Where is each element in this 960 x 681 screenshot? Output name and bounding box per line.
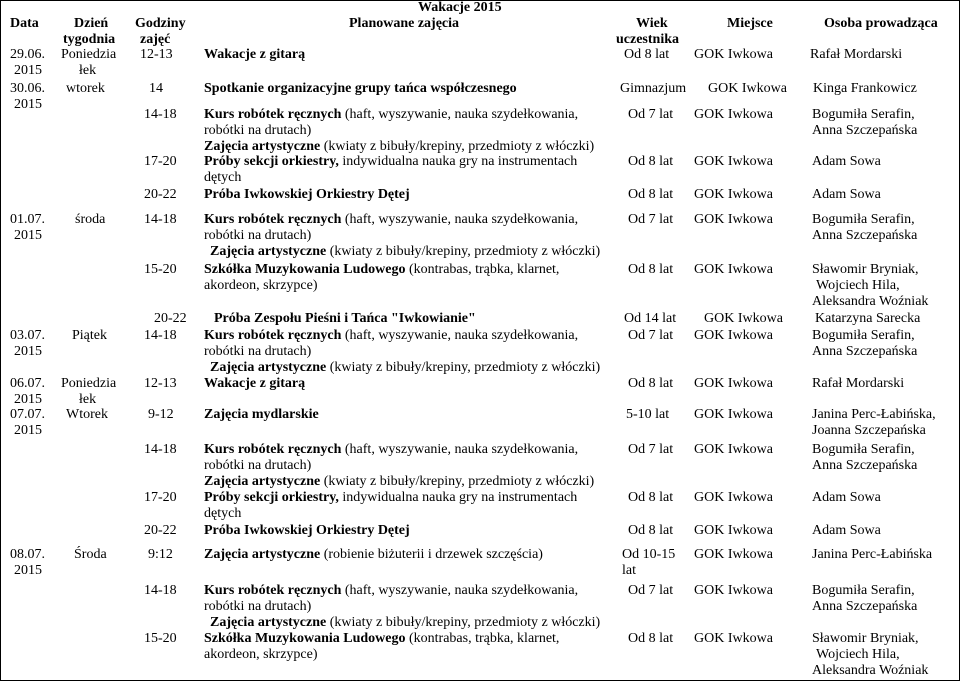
age-cell: Od 8 lat bbox=[628, 523, 674, 538]
day-cell: środa bbox=[75, 212, 106, 227]
activity-detail: akordeon, skrzypce) bbox=[204, 647, 318, 662]
hours-cell: 17-20 bbox=[144, 154, 177, 169]
activity-cell: Wakacje z gitarą bbox=[204, 47, 306, 62]
activity-bold: Próby sekcji orkiestry, bbox=[204, 490, 339, 505]
person-cell: Sławomir Bryniak, bbox=[812, 631, 919, 646]
person-cell: Anna Szczepańska bbox=[812, 228, 918, 243]
place-cell: GOK Iwkowa bbox=[694, 376, 773, 391]
activity-detail: robótki na drutach) bbox=[204, 228, 312, 243]
activity-detail: (robienie biżuterii i drzewek szczęścia) bbox=[320, 547, 543, 562]
place-cell: GOK Iwkowa bbox=[694, 107, 773, 122]
activity-detail: (kontrabas, trąbka, klarnet, bbox=[405, 262, 560, 277]
grid-line-left bbox=[0, 0, 1, 681]
place-cell: GOK Iwkowa bbox=[708, 81, 787, 96]
place-cell: GOK Iwkowa bbox=[694, 212, 773, 227]
date-cell: 2015 bbox=[14, 423, 42, 438]
hours-cell: 15-20 bbox=[144, 631, 177, 646]
age-cell: Od 7 lat bbox=[628, 212, 674, 227]
age-cell: lat bbox=[622, 563, 636, 578]
activity-cell bbox=[204, 211, 578, 228]
age-cell: Od 8 lat bbox=[628, 631, 674, 646]
place-cell: GOK Iwkowa bbox=[694, 187, 773, 202]
age-cell: Gimnazjum bbox=[620, 81, 687, 96]
date-cell: 2015 bbox=[14, 563, 42, 578]
activity-detail: robótki na drutach) bbox=[204, 123, 312, 138]
date-cell: 08.07. bbox=[10, 547, 45, 562]
activity-cell: Spotkanie organizacyjne grupy tańca współczesnego bbox=[204, 81, 517, 96]
activity-detail: (kontrabas, trąbka, klarnet, bbox=[405, 631, 560, 646]
date-cell: 2015 bbox=[14, 63, 42, 78]
age-cell: 5-10 lat bbox=[626, 407, 670, 422]
person-cell: Janina Perc-Łabińska bbox=[812, 547, 933, 562]
activity-detail: (kwiaty z bibuły/krepiny, przedmioty z włóczki) bbox=[326, 244, 601, 259]
activity-cell bbox=[204, 582, 578, 599]
day-cell: łek bbox=[79, 392, 97, 407]
activity-cell: Wakacje z gitarą bbox=[204, 376, 306, 391]
age-cell: Od 8 lat bbox=[628, 262, 674, 277]
person-cell: Anna Szczepańska bbox=[812, 599, 918, 614]
header-wiek: Wiek bbox=[636, 16, 668, 31]
activity-bold: Zajęcia artystyczne bbox=[204, 474, 321, 489]
age-cell: Od 7 lat bbox=[628, 442, 674, 457]
hours-cell: 20-22 bbox=[144, 523, 177, 538]
person-cell: Aleksandra Woźniak bbox=[812, 663, 929, 678]
day-cell: wtorek bbox=[66, 81, 105, 96]
hours-cell: 20-22 bbox=[154, 311, 187, 326]
age-cell: Od 8 lat bbox=[624, 47, 670, 62]
person-cell: Adam Sowa bbox=[812, 523, 881, 538]
person-cell: Wojciech Hila, bbox=[816, 278, 900, 293]
activity-detail: dętych bbox=[204, 170, 242, 185]
person-cell: Rafał Mordarski bbox=[812, 376, 905, 391]
person-cell: Anna Szczepańska bbox=[812, 344, 918, 359]
date-cell: 29.06. bbox=[10, 47, 45, 62]
person-cell: Adam Sowa bbox=[812, 490, 881, 505]
age-cell: Od 10-15 bbox=[622, 547, 676, 562]
activity-detail: dętych bbox=[204, 506, 242, 521]
day-cell: Piątek bbox=[72, 328, 107, 343]
activity-cell bbox=[210, 614, 600, 631]
header-wiek-2: uczestnika bbox=[616, 32, 679, 47]
age-cell: Od 7 lat bbox=[628, 107, 674, 122]
activity-bold: Kurs robótek ręcznych bbox=[204, 328, 342, 343]
place-cell: GOK Iwkowa bbox=[694, 631, 773, 646]
activity-detail: (haft, wyszywanie, nauka szydełkowania, bbox=[341, 107, 579, 122]
age-cell: Od 8 lat bbox=[628, 187, 674, 202]
hours-cell: 14-18 bbox=[144, 212, 177, 227]
age-cell: Od 7 lat bbox=[628, 328, 674, 343]
person-cell: Joanna Szczepańska bbox=[812, 423, 926, 438]
hours-cell: 14-18 bbox=[144, 328, 177, 343]
activity-bold: Szkółka Muzykowania Ludowego bbox=[204, 631, 406, 646]
place-cell: GOK Iwkowa bbox=[694, 490, 773, 505]
activity-bold: Zajęcia artystyczne bbox=[210, 360, 327, 375]
person-cell: Rafał Mordarski bbox=[810, 47, 903, 62]
activity-cell bbox=[204, 327, 578, 344]
activity-cell bbox=[210, 359, 600, 376]
person-cell: Wojciech Hila, bbox=[816, 647, 900, 662]
header-dzien-2: tygodnia bbox=[63, 32, 116, 47]
age-cell: Od 8 lat bbox=[628, 376, 674, 391]
activity-bold: Próby sekcji orkiestry, bbox=[204, 154, 339, 169]
activity-detail: indywidualna nauka gry na instrumentach bbox=[338, 490, 578, 505]
activity-bold: Kurs robótek ręcznych bbox=[204, 107, 342, 122]
person-cell: Sławomir Bryniak, bbox=[812, 262, 919, 277]
activity-cell: Próba Iwkowskiej Orkiestry Dętej bbox=[204, 523, 410, 538]
age-cell: Od 14 lat bbox=[624, 311, 677, 326]
activity-detail: (kwiaty z bibuły/krepiny, przedmioty z włóczki) bbox=[320, 139, 595, 154]
place-cell: GOK Iwkowa bbox=[694, 328, 773, 343]
place-cell: GOK Iwkowa bbox=[694, 262, 773, 277]
activity-cell bbox=[210, 243, 600, 260]
activity-cell bbox=[204, 441, 578, 458]
activity-bold: Zajęcia artystyczne bbox=[204, 547, 321, 562]
place-cell: GOK Iwkowa bbox=[694, 154, 773, 169]
header-miejsce: Miejsce bbox=[727, 16, 773, 31]
date-cell: 07.07. bbox=[10, 407, 45, 422]
hours-cell: 9-12 bbox=[148, 407, 174, 422]
activity-detail: (kwiaty z bibuły/krepiny, przedmioty z włóczki) bbox=[326, 360, 601, 375]
person-cell: Anna Szczepańska bbox=[812, 458, 918, 473]
place-cell: GOK Iwkowa bbox=[694, 523, 773, 538]
activity-bold: Zajęcia artystyczne bbox=[210, 244, 327, 259]
activity-cell bbox=[204, 489, 577, 506]
activity-detail: indywidualna nauka gry na instrumentach bbox=[338, 154, 578, 169]
date-cell: 2015 bbox=[14, 97, 42, 112]
activity-detail: (kwiaty z bibuły/krepiny, przedmioty z włóczki) bbox=[326, 615, 601, 630]
activity-detail: (kwiaty z bibuły/krepiny, przedmioty z włóczki) bbox=[320, 474, 595, 489]
hours-cell: 14 bbox=[149, 81, 163, 96]
person-cell: Adam Sowa bbox=[812, 154, 881, 169]
person-cell: Aleksandra Woźniak bbox=[812, 294, 929, 309]
place-cell: GOK Iwkowa bbox=[694, 47, 773, 62]
place-cell: GOK Iwkowa bbox=[694, 407, 773, 422]
date-cell: 2015 bbox=[14, 228, 42, 243]
activity-bold: Szkółka Muzykowania Ludowego bbox=[204, 262, 406, 277]
activity-bold: Zajęcia artystyczne bbox=[204, 139, 321, 154]
place-cell: GOK Iwkowa bbox=[694, 442, 773, 457]
activity-detail: (haft, wyszywanie, nauka szydełkowania, bbox=[341, 212, 579, 227]
date-cell: 06.07. bbox=[10, 376, 45, 391]
activity-bold: Kurs robótek ręcznych bbox=[204, 442, 342, 457]
activity-detail: robótki na drutach) bbox=[204, 344, 312, 359]
person-cell: Bogumiła Serafin, bbox=[812, 442, 915, 457]
hours-cell: 12-13 bbox=[144, 376, 177, 391]
person-cell: Bogumiła Serafin, bbox=[812, 107, 915, 122]
person-cell: Adam Sowa bbox=[812, 187, 881, 202]
activity-detail: akordeon, skrzypce) bbox=[204, 278, 318, 293]
activity-detail: (haft, wyszywanie, nauka szydełkowania, bbox=[341, 583, 579, 598]
activity-bold: Kurs robótek ręcznych bbox=[204, 212, 342, 227]
date-cell: 03.07. bbox=[10, 328, 45, 343]
age-cell: Od 8 lat bbox=[628, 154, 674, 169]
activity-detail: (haft, wyszywanie, nauka szydełkowania, bbox=[341, 442, 579, 457]
age-cell: Od 8 lat bbox=[628, 490, 674, 505]
person-cell: Janina Perc-Łabińska, bbox=[812, 407, 936, 422]
hours-cell: 9:12 bbox=[148, 547, 173, 562]
activity-cell bbox=[204, 630, 559, 647]
hours-cell: 15-20 bbox=[144, 262, 177, 277]
activity-bold: Zajęcia artystyczne bbox=[210, 615, 327, 630]
date-cell: 2015 bbox=[14, 344, 42, 359]
activity-cell bbox=[204, 261, 559, 278]
activity-bold: Kurs robótek ręcznych bbox=[204, 583, 342, 598]
hours-cell: 17-20 bbox=[144, 490, 177, 505]
person-cell: Bogumiła Serafin, bbox=[812, 583, 915, 598]
age-cell: Od 7 lat bbox=[628, 583, 674, 598]
person-cell: Bogumiła Serafin, bbox=[812, 328, 915, 343]
activity-detail: robótki na drutach) bbox=[204, 599, 312, 614]
activity-cell: Zajęcia mydlarskie bbox=[204, 407, 319, 422]
person-cell: Bogumiła Serafin, bbox=[812, 212, 915, 227]
hours-cell: 14-18 bbox=[144, 442, 177, 457]
place-cell: GOK Iwkowa bbox=[694, 547, 773, 562]
hours-cell: 14-18 bbox=[144, 583, 177, 598]
day-cell: Środa bbox=[74, 547, 107, 562]
activity-detail: (haft, wyszywanie, nauka szydełkowania, bbox=[341, 328, 579, 343]
person-cell: Kinga Frankowicz bbox=[813, 81, 917, 96]
day-cell: Poniedzia bbox=[61, 47, 117, 62]
activity-detail: robótki na drutach) bbox=[204, 458, 312, 473]
person-cell: Katarzyna Sarecka bbox=[815, 311, 921, 326]
activity-cell: Próba Iwkowskiej Orkiestry Dętej bbox=[204, 187, 410, 202]
header-godziny: Godziny bbox=[135, 16, 186, 31]
day-cell: Poniedzia bbox=[61, 376, 117, 391]
table-title: Wakacje 2015 bbox=[418, 0, 502, 15]
place-cell: GOK Iwkowa bbox=[694, 583, 773, 598]
date-cell: 30.06. bbox=[10, 81, 45, 96]
header-dzien: Dzień bbox=[74, 16, 109, 31]
activity-cell bbox=[204, 153, 577, 170]
hours-cell: 12-13 bbox=[140, 47, 173, 62]
activity-cell bbox=[204, 473, 594, 490]
header-osoba: Osoba prowadząca bbox=[824, 16, 938, 31]
place-cell: GOK Iwkowa bbox=[704, 311, 783, 326]
hours-cell: 14-18 bbox=[144, 107, 177, 122]
date-cell: 01.07. bbox=[10, 212, 45, 227]
day-cell: łek bbox=[79, 63, 97, 78]
activity-cell bbox=[204, 106, 578, 123]
hours-cell: 20-22 bbox=[144, 187, 177, 202]
activity-cell: Próba Zespołu Pieśni i Tańca "Iwkowianie" bbox=[214, 311, 476, 326]
header-godziny-2: zajęć bbox=[140, 32, 171, 47]
date-cell: 2015 bbox=[14, 392, 42, 407]
activity-cell bbox=[204, 546, 543, 563]
header-zajecia: Planowane zajęcia bbox=[349, 16, 460, 31]
header-data: Data bbox=[10, 16, 39, 31]
person-cell: Anna Szczepańska bbox=[812, 123, 918, 138]
day-cell: Wtorek bbox=[66, 407, 108, 422]
